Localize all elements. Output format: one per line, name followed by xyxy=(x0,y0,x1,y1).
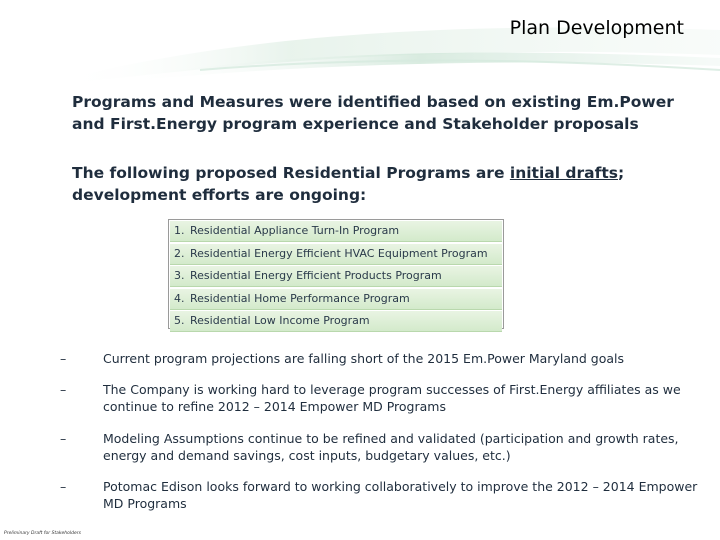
bullet-text: The Company is working hard to leverage program successes of First.Energy affiliates as we continue to refine 2012 – 2014 Empower MD Programs xyxy=(103,382,681,414)
bullet-dash: – xyxy=(60,351,67,366)
bullet-text: Potomac Edison looks forward to working collaboratively to improve the 2012 – 2014 Empower MD Programs xyxy=(103,479,698,511)
program-label: Residential Energy Efficient Products Program xyxy=(190,269,442,282)
program-number: 2. xyxy=(174,246,185,260)
header-swoosh-graphic xyxy=(0,0,720,90)
bullet-text: Current program projections are falling short of the 2015 Em.Power Maryland goals xyxy=(103,351,625,366)
bullet-dash: – xyxy=(60,431,67,446)
program-label: Residential Energy Efficient HVAC Equipment Program xyxy=(190,246,488,260)
program-number: 1. xyxy=(174,224,185,237)
program-number: 5. xyxy=(174,314,185,327)
footer-draft-note: Preliminary Draft for Stakeholders xyxy=(4,531,81,536)
program-item-2 xyxy=(170,244,502,265)
program-label: Residential Home Performance Program xyxy=(190,291,410,305)
program-item-5 xyxy=(170,311,502,332)
program-label: Residential Low Income Program xyxy=(190,314,370,327)
bullet-dash: – xyxy=(60,382,67,397)
program-number: 3. xyxy=(174,269,185,282)
intro-paragraph-2-prefix: The following proposed Residential Programs are xyxy=(72,164,510,182)
program-item-3 xyxy=(170,266,502,287)
intro-paragraph-1: Programs and Measures were identified based on existing Em.Power and First.Energy program experience and Stakeholder proposals xyxy=(72,93,674,133)
page-title: Plan Development xyxy=(509,17,684,39)
bullet-dash: – xyxy=(60,479,67,494)
initial-drafts-underlined: initial drafts xyxy=(509,164,619,182)
program-label: Residential Appliance Turn-In Program xyxy=(190,224,400,237)
intro-paragraph-2 xyxy=(72,162,692,206)
program-item-1 xyxy=(170,221,502,242)
residential-programs-list xyxy=(168,219,504,329)
program-number: 4. xyxy=(174,291,185,305)
intro-paragraph-2-suffix: ; development efforts are ongoing: xyxy=(72,164,625,204)
program-item-4 xyxy=(170,289,502,310)
bullet-text: Modeling Assumptions continue to be refined and validated (participation and growth rates, energy and demand savings, cost inputs, budgetary values, etc.) xyxy=(103,431,679,463)
